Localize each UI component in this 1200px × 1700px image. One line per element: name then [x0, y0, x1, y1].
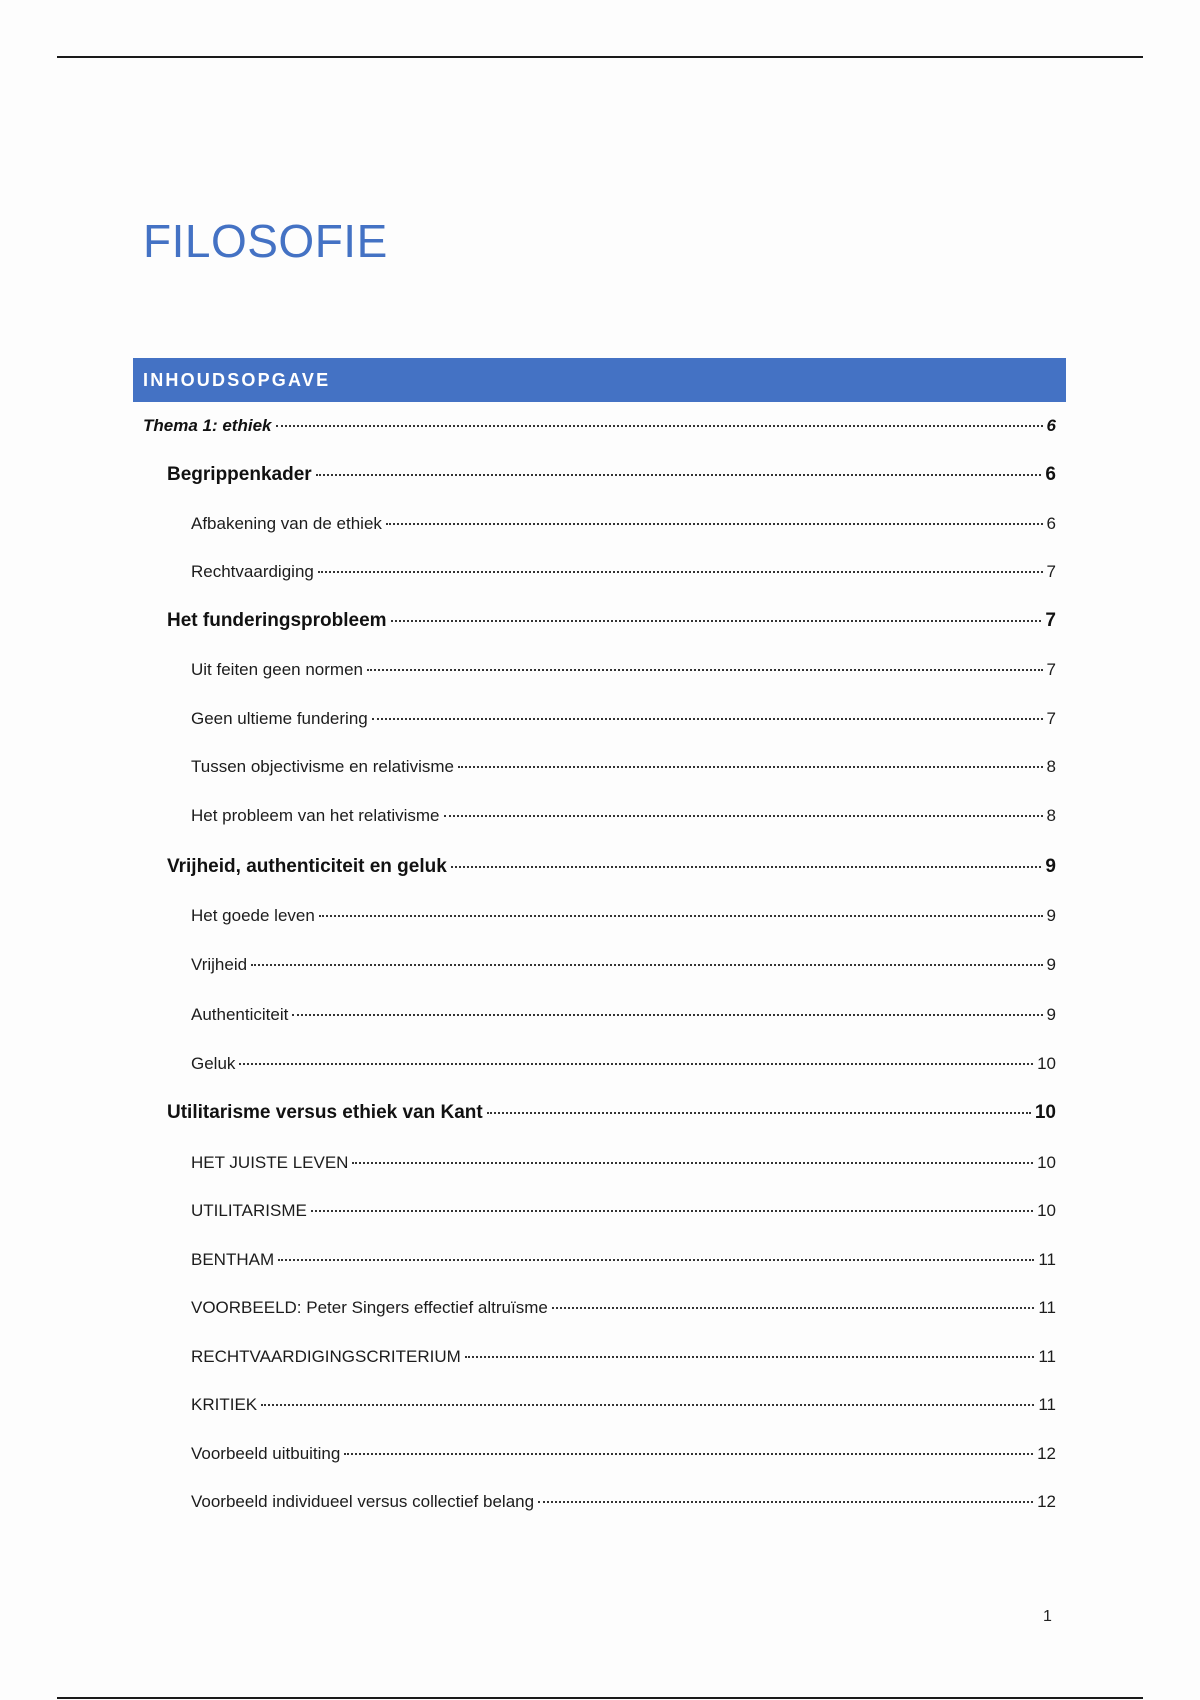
toc-leader [386, 523, 1043, 525]
toc-leader [316, 474, 1042, 476]
toc-entry-juiste-leven[interactable] [191, 1153, 1056, 1173]
toc-entry-page: 6 [1045, 464, 1056, 485]
toc-leader [352, 1162, 1033, 1164]
toc-entry-page: 7 [1045, 610, 1056, 631]
toc-entry-label: Geen ultieme fundering [191, 709, 368, 728]
toc-entry-page: 6 [1046, 416, 1056, 435]
toc-leader [261, 1404, 1034, 1406]
toc-entry-utilitarisme-kant[interactable] [167, 1102, 1056, 1124]
toc-entry-page: 9 [1046, 1005, 1056, 1024]
toc-entry-geluk[interactable] [191, 1054, 1056, 1074]
toc-entry-individueel-collectief[interactable] [191, 1492, 1056, 1512]
toc-entry-utilitarisme[interactable] [191, 1201, 1056, 1221]
toc-entry-kritiek[interactable] [191, 1395, 1056, 1415]
toc-entry-label: Rechtvaardiging [191, 562, 314, 581]
toc-entry-vrijheid[interactable] [191, 955, 1056, 975]
top-rule [57, 56, 1143, 58]
toc-leader [278, 1259, 1034, 1261]
toc-entry-page: 10 [1037, 1201, 1056, 1220]
toc-entry-page: 7 [1046, 709, 1056, 728]
toc-entry-page: 6 [1046, 514, 1056, 533]
toc-leader [276, 425, 1043, 427]
toc-leader [552, 1307, 1035, 1309]
toc-leader [487, 1112, 1031, 1114]
toc-entry-rechtvaardiging[interactable] [191, 562, 1056, 582]
toc-entry-uitbuiting[interactable] [191, 1444, 1056, 1464]
toc-leader [465, 1356, 1035, 1358]
toc-heading-bar [133, 358, 1066, 402]
toc-entry-page: 7 [1046, 562, 1056, 581]
document-title: FILOSOFIE [143, 215, 388, 267]
toc-entry-page: 8 [1046, 757, 1056, 776]
toc-entry-page: 7 [1046, 660, 1056, 679]
toc-leader [372, 718, 1043, 720]
toc-entry-label: Voorbeeld uitbuiting [191, 1444, 341, 1463]
toc-entry-label: Authenticiteit [191, 1005, 289, 1024]
toc-entry-page: 10 [1037, 1153, 1056, 1172]
toc-entry-rechtvaardigingscriterium[interactable] [191, 1347, 1056, 1367]
toc-entry-goede-leven[interactable] [191, 906, 1056, 926]
toc-entry-label: Uit feiten geen normen [191, 660, 363, 679]
toc-entry-label: Het funderingsprobleem [167, 610, 387, 631]
toc-entry-page: 11 [1038, 1395, 1056, 1414]
toc-entry-label: UTILITARISME [191, 1201, 307, 1220]
toc-entry-afbakening[interactable] [191, 514, 1056, 534]
toc-entry-label: Tussen objectivisme en relativisme [191, 757, 454, 776]
toc-entry-page: 11 [1038, 1298, 1056, 1317]
toc-leader [458, 766, 1043, 768]
toc-leader [451, 866, 1042, 868]
toc-entry-page: 9 [1045, 856, 1056, 877]
toc-entry-page: 11 [1038, 1347, 1056, 1366]
toc-entry-vrijheid-authenticiteit-geluk[interactable] [167, 856, 1056, 878]
toc-leader [292, 1014, 1042, 1016]
toc-entry-label: Het probleem van het relativisme [191, 806, 440, 825]
toc-entry-page: 9 [1046, 906, 1056, 925]
toc-entry-probleem-relativisme[interactable] [191, 806, 1056, 826]
toc-leader [344, 1453, 1033, 1455]
toc-entry-label: BENTHAM [191, 1250, 275, 1269]
toc-leader [311, 1210, 1033, 1212]
toc-entry-label: VOORBEELD: Peter Singers effectief altruïsme [191, 1298, 548, 1317]
toc-entry-label: Geluk [191, 1054, 236, 1073]
toc-entry-funderingsprobleem[interactable] [167, 610, 1056, 632]
toc-entry-label: Vrijheid, authenticiteit en geluk [167, 856, 447, 877]
toc-entry-peter-singer[interactable] [191, 1298, 1056, 1318]
toc-leader [538, 1501, 1033, 1503]
toc-entry-page: 8 [1046, 806, 1056, 825]
toc-entry-authenticiteit[interactable] [191, 1005, 1056, 1025]
toc-entry-label: Thema 1: ethiek [143, 416, 272, 435]
toc-entry-label: HET JUISTE LEVEN [191, 1153, 349, 1172]
page-number: 1 [1043, 1608, 1052, 1625]
toc-entry-label: KRITIEK [191, 1395, 258, 1414]
toc-leader [239, 1063, 1033, 1065]
toc-leader [444, 815, 1043, 817]
toc-entry-thema-1[interactable] [143, 416, 1056, 436]
toc-leader [391, 620, 1042, 622]
bottom-rule [57, 1697, 1143, 1699]
toc-heading: INHOUDSOPGAVE [143, 369, 331, 390]
toc-entry-bentham[interactable] [191, 1250, 1056, 1270]
toc-entry-label: Voorbeeld individueel versus collectief belang [191, 1492, 535, 1511]
toc-entry-page: 12 [1037, 1492, 1056, 1511]
toc-entry-label: Utilitarisme versus ethiek van Kant [167, 1102, 483, 1123]
toc-leader [319, 915, 1043, 917]
toc-entry-uit-feiten[interactable] [191, 660, 1056, 680]
toc-entry-page: 11 [1038, 1250, 1056, 1269]
toc-entry-geen-ultieme-fundering[interactable] [191, 709, 1056, 729]
toc-entry-label: Het goede leven [191, 906, 315, 925]
toc-entry-begrippenkader[interactable] [167, 464, 1056, 486]
toc-leader [251, 964, 1042, 966]
toc-entry-label: Begrippenkader [167, 464, 312, 485]
toc-entry-page: 10 [1037, 1054, 1056, 1073]
toc-entry-page: 9 [1046, 955, 1056, 974]
toc-leader [367, 669, 1043, 671]
toc-entry-objectivisme-relativisme[interactable] [191, 757, 1056, 777]
toc-entry-page: 10 [1034, 1102, 1056, 1123]
toc-entry-label: Vrijheid [191, 955, 248, 974]
toc-entry-page: 12 [1037, 1444, 1056, 1463]
toc-entry-label: RECHTVAARDIGINGSCRITERIUM [191, 1347, 461, 1366]
toc-entry-label: Afbakening van de ethiek [191, 514, 382, 533]
toc-leader [318, 571, 1043, 573]
